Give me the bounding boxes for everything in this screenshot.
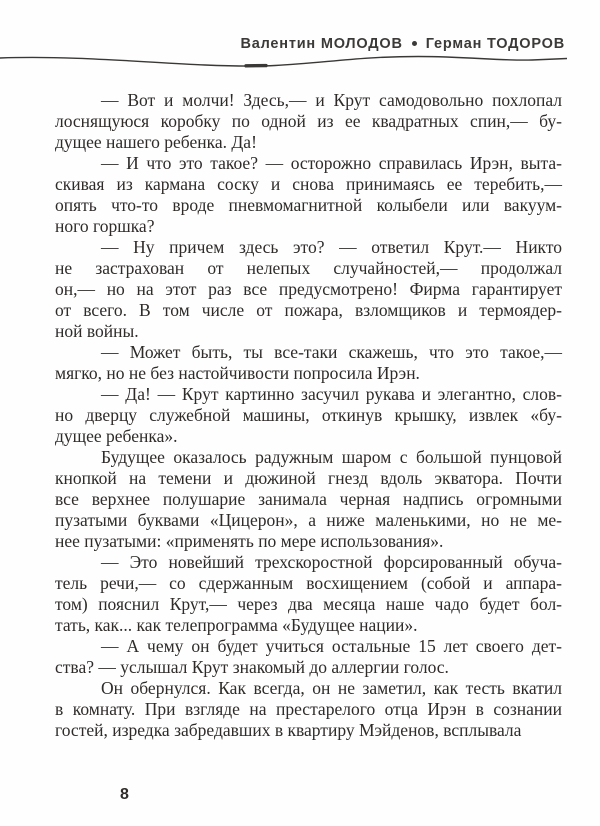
text-line: кнопкой на темени и дюжиной гнезд вдоль экватора. Почти — [55, 468, 562, 488]
text-line: — Может быть, ты все-таки скажешь, что это такое,— — [101, 342, 562, 362]
text-line: мягко, но не без настойчивости попросила Ирэн. — [55, 363, 420, 383]
body-text — [55, 90, 562, 741]
text-line: гостей, изредка забредавших в квартиру Мэйденов, всплывала — [55, 720, 522, 740]
text-line: лоснящуюся коробку по одной из ее квадратных спин,— бу- — [55, 111, 562, 131]
text-line: все верхнее полушарие занимала черная надпись огромными — [55, 489, 562, 509]
text-line: тель речи,— со сдержанным восхищением (собой и аппара- — [55, 573, 562, 593]
text-line: в комнату. При взгляде на престарелого отца Ирэн в сознании — [55, 699, 562, 719]
text-line: но дверцу служебной машины, откинув крышку, извлек «бу- — [55, 405, 562, 425]
text-line: опять что-то вроде пневмомагнитной колыбели или вакуум- — [55, 195, 562, 215]
author-name-2: Герман ТОДОРОВ — [425, 36, 565, 52]
text-line: — Это новейший трехскоростной форсированный обуча- — [101, 552, 562, 572]
text-line: ной войны. — [55, 321, 139, 341]
text-line: нее пузатыми: «применять по мере использования». — [55, 531, 444, 551]
text-line: Будущее оказалось радужным шаром с большой пунцовой — [101, 447, 562, 467]
text-line: тать, как... как телепрограмма «Будущее нации». — [55, 615, 418, 635]
author-name-1: Валентин МОЛОДОВ — [240, 36, 403, 52]
text-line: том) пояснил Крут,— через два месяца наше чадо будет бол- — [55, 594, 562, 614]
header-rule-wavy-line — [0, 54, 567, 72]
separator-dot-icon — [412, 41, 417, 46]
text-line: пузатыми буквами «Цицерон», а ниже маленькими, но не ме- — [55, 510, 562, 530]
text-line: не застрахован от нелепых случайностей,— продолжал — [55, 258, 562, 278]
text-line: — Вот и молчи! Здесь,— и Крут самодовольно похлопал — [101, 90, 562, 110]
running-header — [0, 36, 565, 52]
text-line: ства? — услышал Крут знакомый до аллергии голос. — [55, 657, 449, 677]
text-line: от всего. В том числе от пожара, взломщиков и термоядер- — [55, 300, 562, 320]
text-line: Он обернулся. Как всегда, он не заметил, как тесть вкатил — [101, 678, 562, 698]
text-line: он,— но на этот раз все предусмотрено! Фирма гарантирует — [55, 279, 562, 299]
text-line: дущее ребенка». — [55, 426, 178, 446]
text-line: ного горшка? — [55, 216, 155, 236]
text-line: — Ну причем здесь это? — ответил Крут.— Никто — [101, 237, 562, 257]
text-line: — А чему он будет учиться остальные 15 лет своего дет- — [101, 636, 562, 656]
text-line: — И что это такое? — осторожно справилась Ирэн, выта- — [101, 153, 562, 173]
text-line: скивая из кармана соску и снова принимаясь ее теребить,— — [55, 174, 562, 194]
page-number: 8 — [120, 786, 129, 803]
text-line: — Да! — Крут картинно засучил рукава и элегантно, слов- — [101, 384, 562, 404]
text-line: дущее нашего ребенка. Да! — [55, 132, 257, 152]
